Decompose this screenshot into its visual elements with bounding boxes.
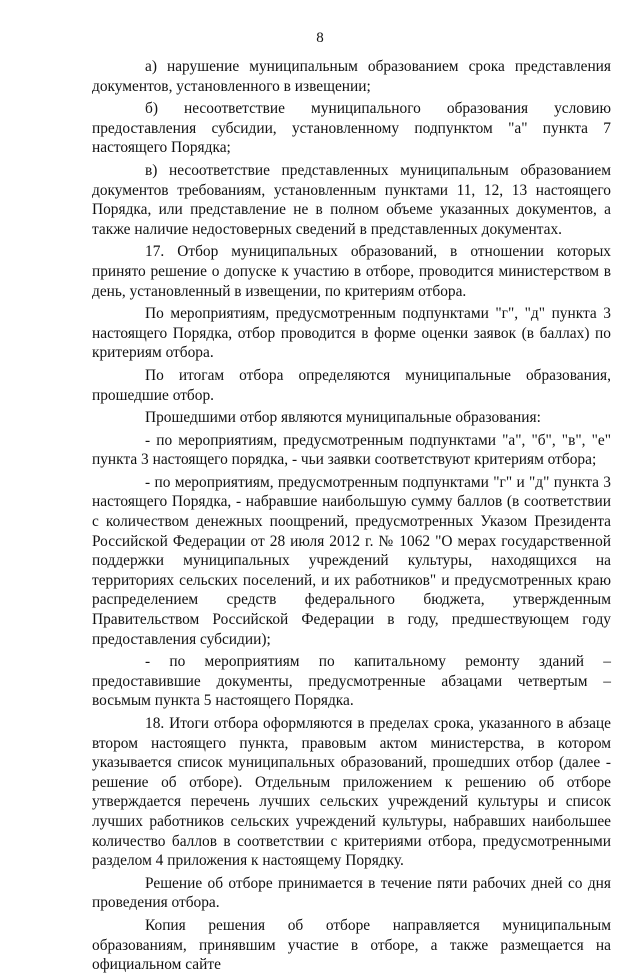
list-item-g-d: - по мероприятиям, предусмотренным подпунктами "г" и "д" пункта 3 настоящего Порядка, - набравшие наибольшую сумму баллов (в соответствии с количеством денежных поощрений, предусмотренных Указом Президента Российской Федерации от 28 июля 2012 г. № 1062 "О мерах государственной поддержки муниципальных учреждений культуры, находящихся на территориях сельских поселений, и их работников" и предусмотренных краю распределением средств федерального бюджета, утвержденным Правительством Российской Федерации в году, предшествующем году предоставления субсидии); [92, 473, 611, 648]
paragraph-17: 17. Отбор муниципальных образований, в отношении которых принято решение о допуске к участию в отборе, проводится министерством в день, установленный в извещении, по критериям отбора. [92, 243, 611, 300]
paragraph-decision-timing: Решение об отборе принимается в течение пяти рабочих дней со дня проведения отбора. [92, 874, 611, 912]
paragraph-selection-results: По итогам отбора определяются муниципальные образования, прошедшие отбор. [92, 366, 611, 404]
document-body [92, 57, 611, 978]
paragraph-a: а) нарушение муниципальным образованием срока представления документов, установленного в извещении; [92, 58, 611, 95]
paragraph-decision-copy: Копия решения об отборе направляется муниципальным образованиям, принявшим участие в отборе, а также размещается на официальном сайте [92, 916, 611, 974]
list-item-a-b-v-e: - по мероприятиям, предусмотренным подпунктами "а", "б", "в", "е" пункта 3 настоящего порядка, - чьи заявки соответствуют критериям отбора; [92, 431, 611, 469]
list-item-capital-repair: - по мероприятиям по капитальному ремонту зданий – предоставившие документы, предусмотренные абзацами четвертым – восьмым пункта 5 настоящего Порядка. [92, 653, 611, 710]
paragraph-b: б) несоответствие муниципального образования условию предоставления субсидии, установленному подпунктом "а" пункта 7 настоящего Порядка; [92, 100, 611, 157]
paragraph-18: 18. Итоги отбора оформляются в пределах срока, указанного в абзаце втором настоящего пункта, правовым актом министерства, в котором указывается список муниципальных образований, прошедших отбор (далее - решение об отборе). Отдельным приложением к решению об отборе утверждается перечень лучших сельских учреждений культуры и список лучших работников сельских учреждений культуры, набравших наибольшее количество баллов в соответствии с критериями отбора, предусмотренными разделом 4 приложения к настоящему Порядку. [92, 715, 611, 870]
paragraph-v: в) несоответствие представленных муниципальным образованием документов требованиям, установленным пунктами 11, 12, 13 настоящего Порядка, или представление не в полном объеме указанных документов, а также наличие недостоверных сведений в представленных документах. [92, 161, 611, 238]
paragraph-g-d-selection: По мероприятиям, предусмотренным подпунктами "г", "д" пункта 3 настоящего Порядка, отбор проводится в форме оценки заявок (в баллах) по критериям отбора. [92, 305, 611, 362]
page-number: 8 [316, 30, 324, 46]
paragraph-passed-selection: Прошедшими отбор являются муниципальные образования: [145, 409, 541, 427]
